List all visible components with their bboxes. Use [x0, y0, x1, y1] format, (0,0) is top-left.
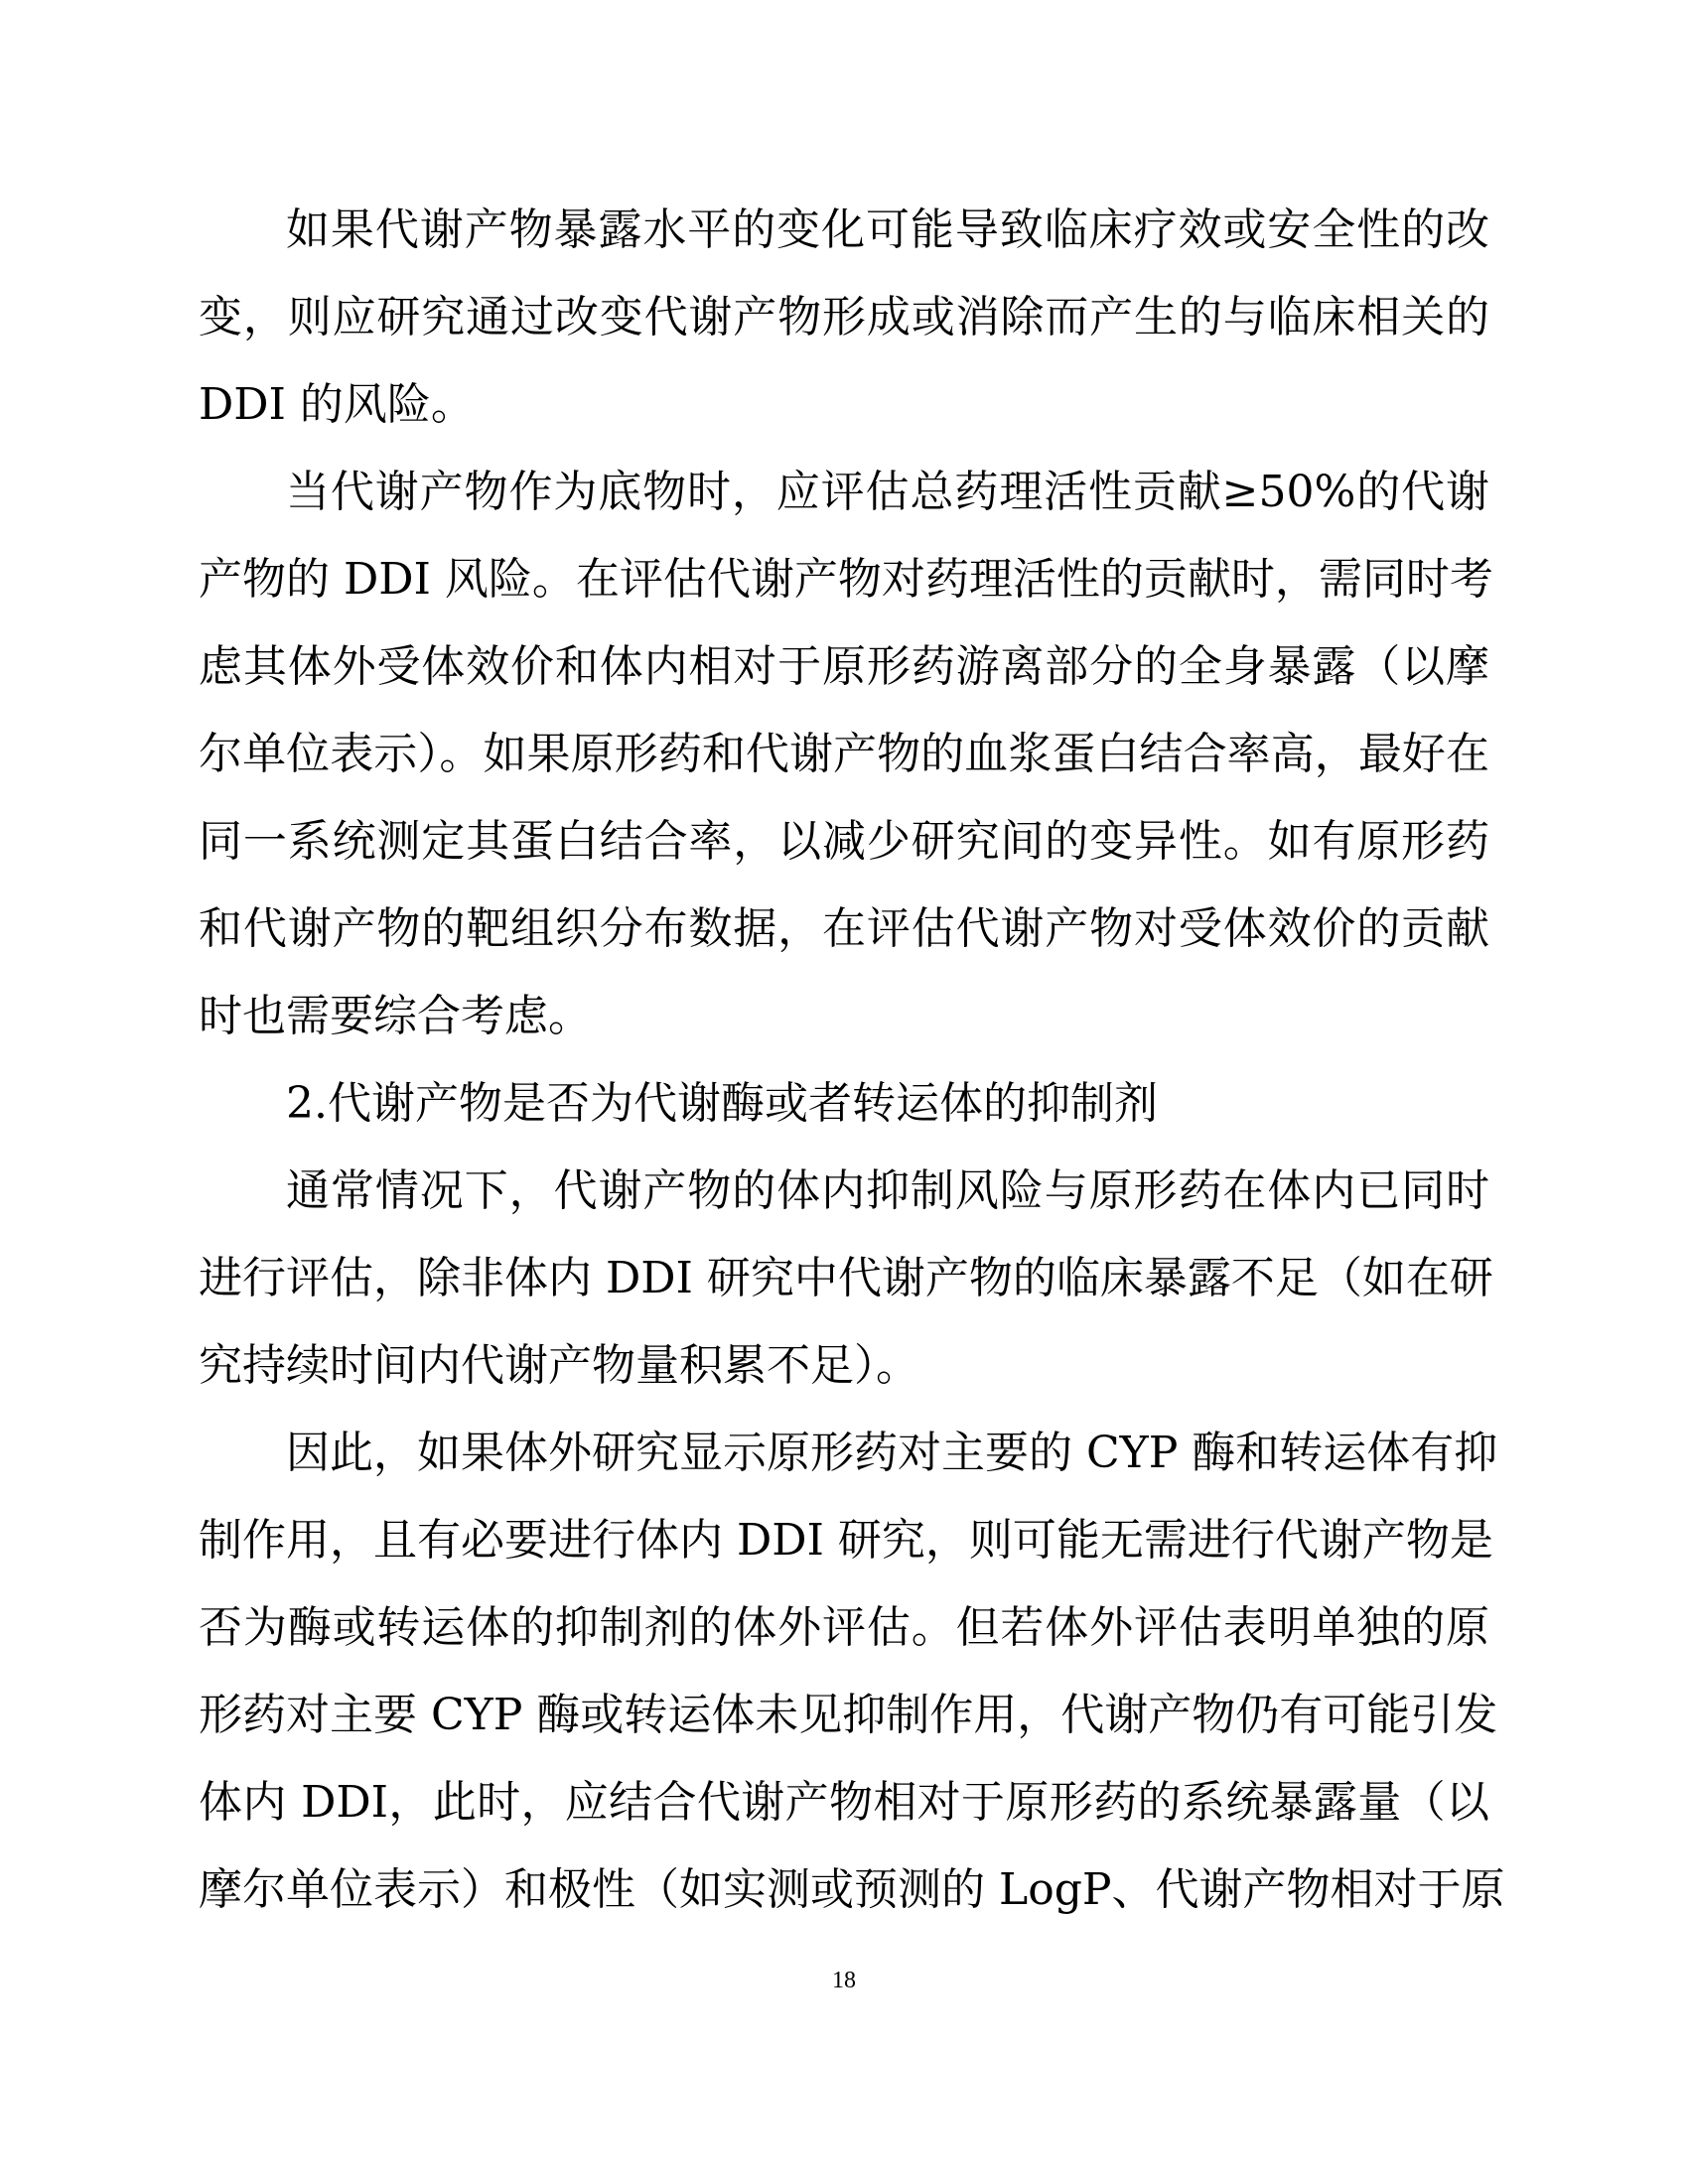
page-number: 18 [832, 1968, 856, 1993]
paragraph-1-line-3: DDI 的风险。 [199, 379, 475, 430]
paragraph-2-line-7: 时也需要综合考虑。 [199, 991, 592, 1041]
paragraph-2-line-1: 当代谢产物作为底物时，应评估总药理活性贡献≥50%的代谢 [286, 467, 1489, 517]
paragraph-4-line-5: 体内 DDI，此时，应结合代谢产物相对于原形药的系统暴露量（以 [199, 1777, 1489, 1828]
paragraph-1-line-1: 如果代谢产物暴露水平的变化可能导致临床疗效或安全性的改 [286, 205, 1489, 255]
paragraph-2-line-6: 和代谢产物的靶组织分布数据，在评估代谢产物对受体效价的贡献 [199, 903, 1489, 954]
paragraph-1-line-2: 变，则应研究通过改变代谢产物形成或消除而产生的与临床相关的 [199, 292, 1489, 342]
paragraph-2-line-3: 虑其体外受体效价和体内相对于原形药游离部分的全身暴露（以摩 [199, 641, 1489, 692]
paragraph-2-line-4: 尔单位表示）。如果原形药和代谢产物的血浆蛋白结合率高，最好在 [199, 729, 1489, 779]
paragraph-3-line-1: 通常情况下，代谢产物的体内抑制风险与原形药在体内已同时 [286, 1165, 1489, 1216]
paragraph-4-line-2: 制作用，且有必要进行体内 DDI 研究，则可能无需进行代谢产物是 [199, 1515, 1493, 1566]
paragraph-3-line-2: 进行评估，除非体内 DDI 研究中代谢产物的临床暴露不足（如在研 [199, 1253, 1493, 1303]
paragraph-3-line-3: 究持续时间内代谢产物量积累不足）。 [199, 1340, 919, 1391]
section-heading: 2.代谢产物是否为代谢酶或者转运体的抑制剂 [286, 1078, 1158, 1129]
paragraph-2-line-5: 同一系统测定其蛋白结合率，以减少研究间的变异性。如有原形药 [199, 816, 1489, 867]
paragraph-4-line-3: 否为酶或转运体的抑制剂的体外评估。但若体外评估表明单独的原 [199, 1602, 1489, 1653]
paragraph-4-line-4: 形药对主要 CYP 酶或转运体未见抑制作用，代谢产物仍有可能引发 [199, 1690, 1498, 1740]
paragraph-4-line-1: 因此，如果体外研究显示原形药对主要的 CYP 酶和转运体有抑 [286, 1428, 1498, 1478]
paragraph-4-line-6: 摩尔单位表示）和极性（如实测或预测的 LogP、代谢产物相对于原 [199, 1864, 1505, 1915]
paragraph-2-line-2: 产物的 DDI 风险。在评估代谢产物对药理活性的贡献时，需同时考 [199, 554, 1493, 605]
